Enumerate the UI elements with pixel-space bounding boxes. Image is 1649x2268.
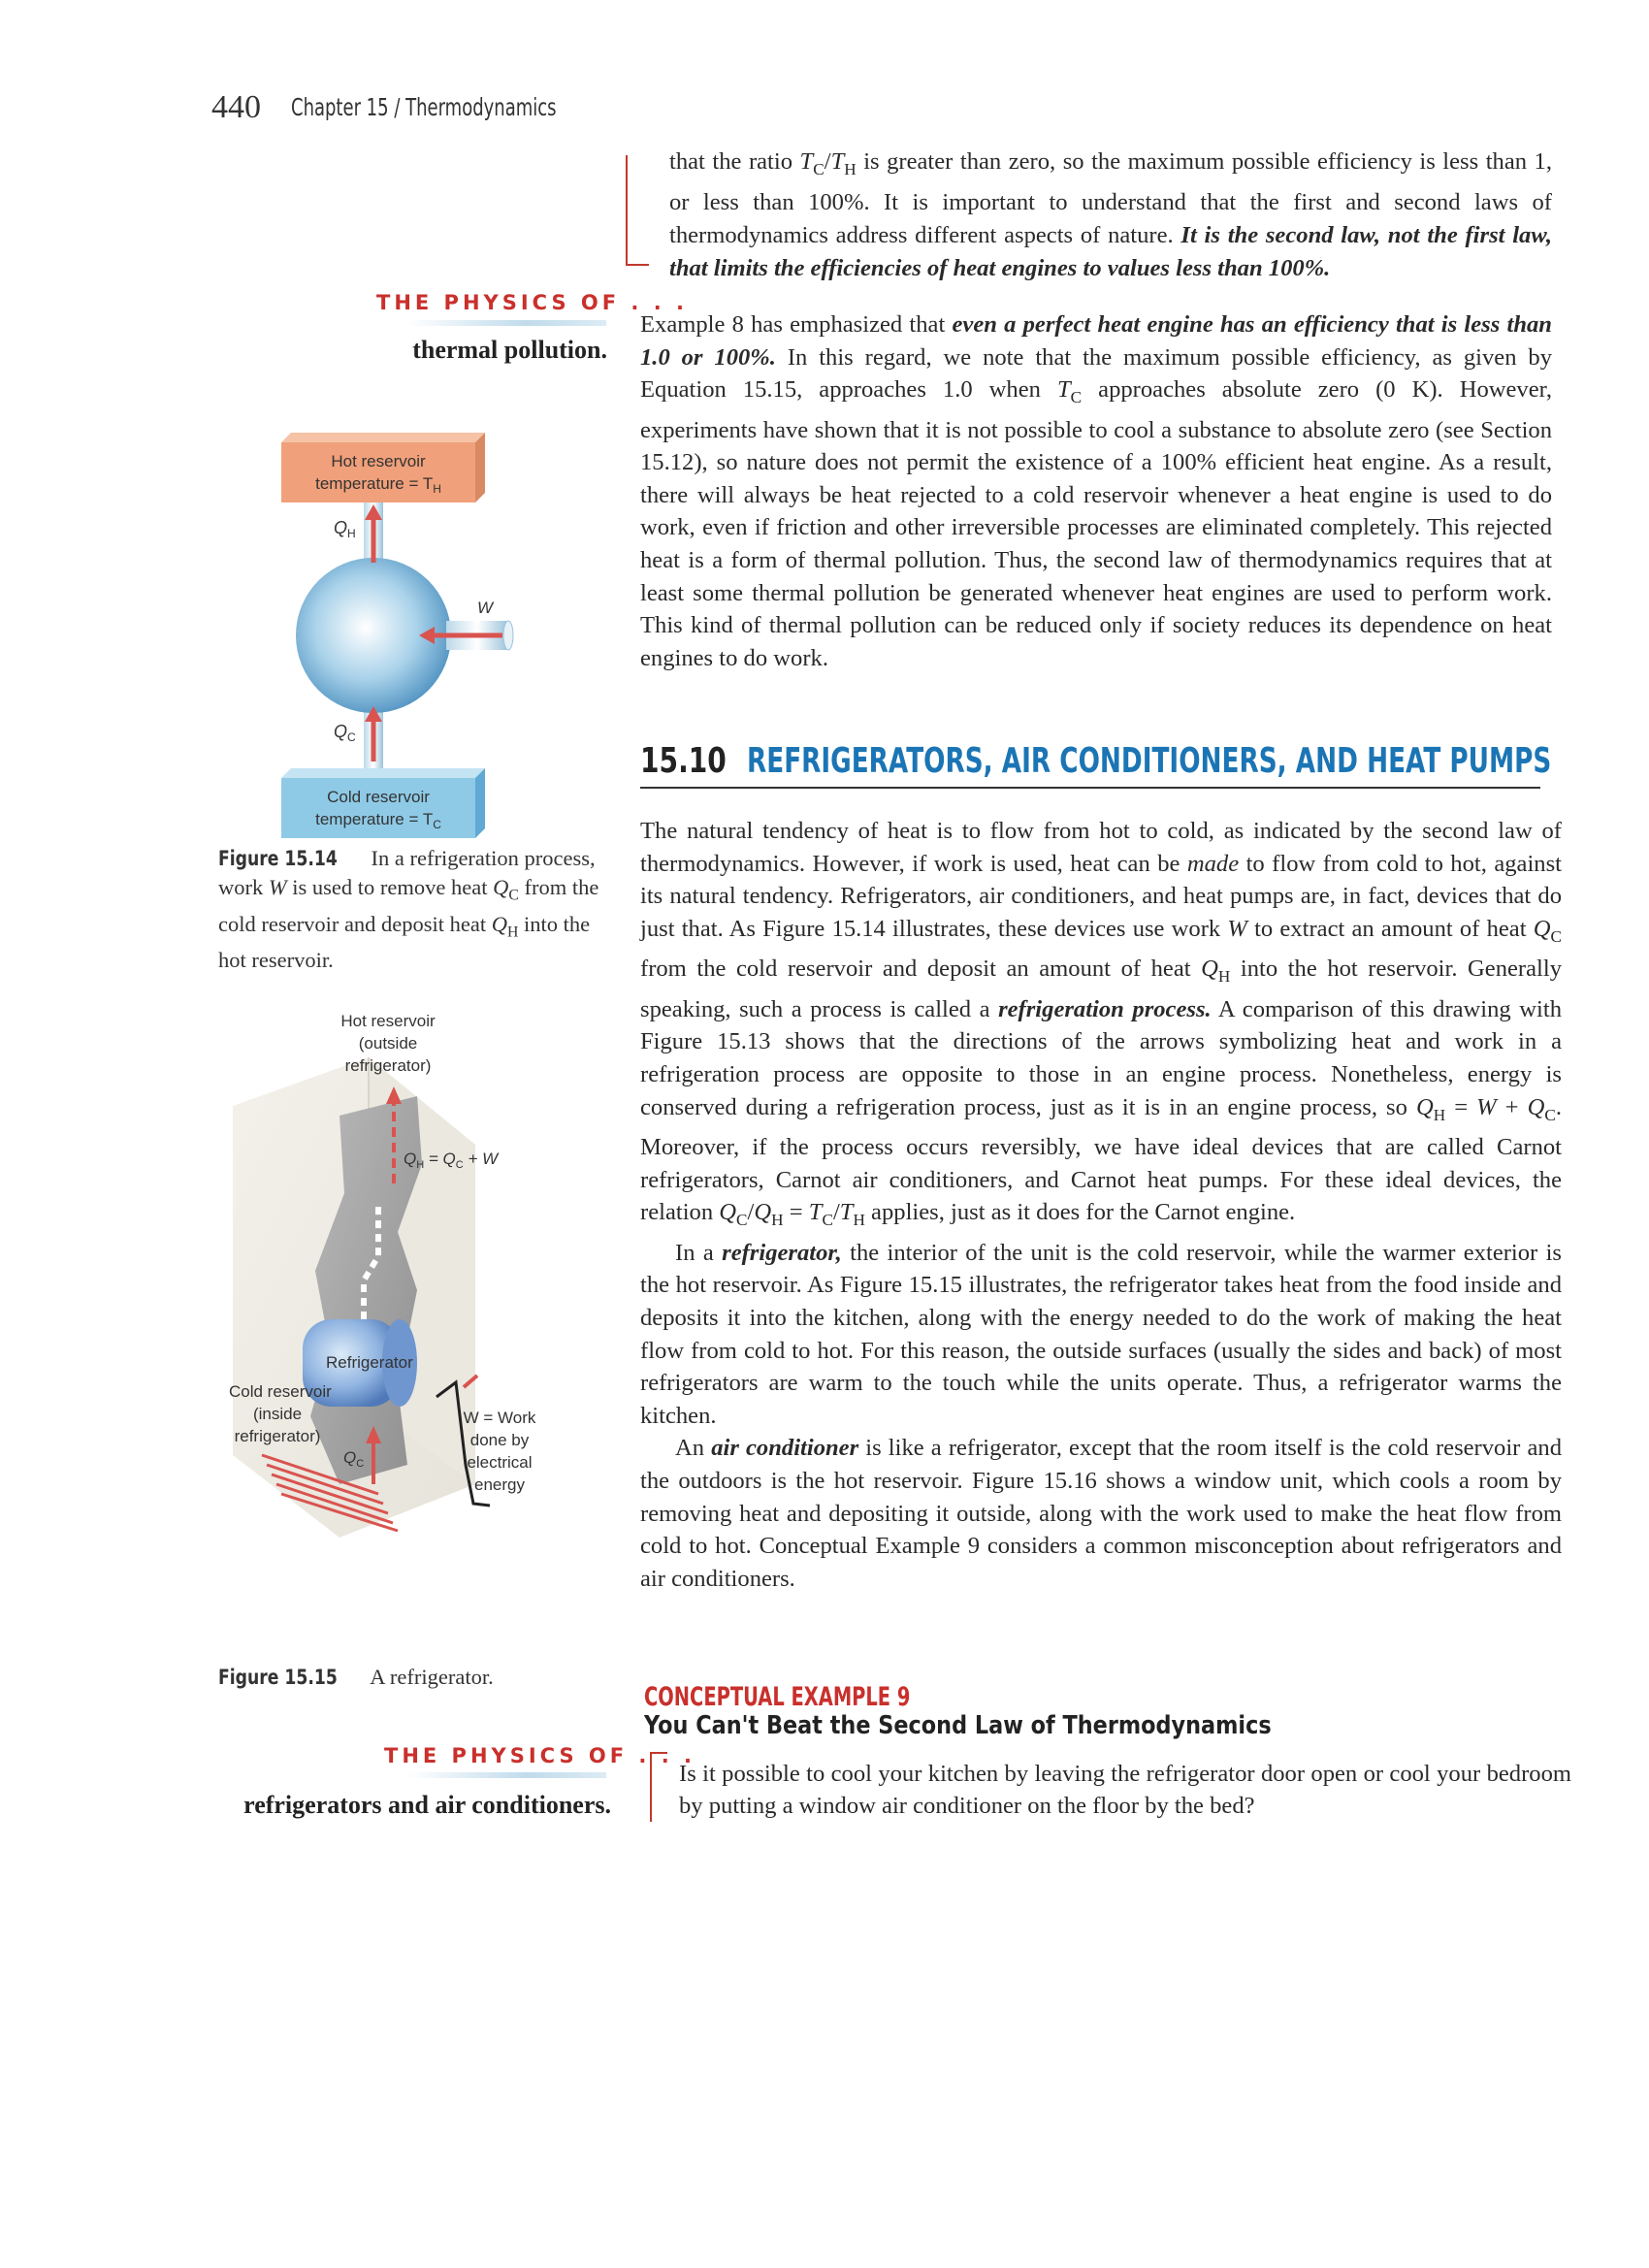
work-label: W: [477, 599, 494, 617]
cold-reservoir-box: [281, 768, 485, 838]
cold-reservoir-label: Cold reservoir: [327, 788, 430, 806]
work-label-15-line2: done by: [469, 1431, 530, 1449]
physics-of-band-2: [407, 1772, 606, 1778]
cold-reservoir-label-15-line3: refrigerator): [234, 1427, 321, 1445]
svg-text:QH: [334, 518, 356, 540]
hot-temp-subscript: H: [433, 482, 441, 496]
example8-paragraph: Example 8 has emphasized that even a perfect heat engine has an efficiency that is less than 1.0 or 100%. In this regard, we note that the maximum possible efficiency, as given by Equation 15.15, approaches 1.0 when $T_C$ approaches absolute zero (0 K). However, experiments have shown that it is not possible to cool a substance to absolute zero (see Section 15.12), so nature does not permit the existence of a 100% efficient heat engine. As a result, there will always be heat rejected to a cold reservoir whenever a heat engine is used to do work, even if friction and other irreversible processes are eliminated completely. This rejected heat is a form of thermal pollution. Thus, the second law of thermodynamics requires that at least some thermal pollution be generated whenever heat engines are used to perform work. This kind of thermal pollution can be reduced only if society reduces its dependence on heat engines to do work.: [640, 311, 1552, 671]
conceptual-example-label: CONCEPTUAL EXAMPLE 9: [644, 1682, 911, 1712]
hot-reservoir-box: [281, 433, 485, 502]
conceptual-example-question: Is it possible to cool your kitchen by leaving the refrigerator door open or cool your bedroom by putting a window air conditioner on the floor by the bed?: [679, 1761, 1571, 1819]
figure-15-14-diagram: [272, 427, 514, 844]
section-paragraph-3: An air conditioner is like a refrigerator, except that the room itself is the cold reservoir and the outdoors is the hot reservoir. Figure 15.16 shows a window unit, which cools a room by removing heat and depositing it outside, along with the work used to make the heat flow from cold to hot. Conceptual Example 9 considers a common misconception about refrigerators and air conditioners.: [640, 1435, 1562, 1592]
section-body: [640, 815, 1562, 1595]
question-bracket: [650, 1752, 667, 1822]
equation-q: Q: [404, 1150, 417, 1168]
work-label-15: W = Work: [463, 1409, 536, 1427]
svg-text:QC: [334, 722, 356, 744]
figure-15-14-caption-text: In a refrigeration process, work W is used to remove heat $Q_C$ from the cold reservoir and deposit heat $Q_H$ into the hot reservoir.: [218, 846, 599, 972]
hot-reservoir-label-15: Hot reservoir: [340, 1012, 436, 1030]
figure-15-15-caption: [218, 1663, 608, 1692]
cold-reservoir-label-15: Cold reservoir: [229, 1382, 332, 1401]
intro-paragraph: that the ratio $T_C/T_H$ is greater than zero, so the maximum possible efficiency is less than 1, or less than 100%. It is important to understand that the first and second laws of thermodynamics address different aspects of nature. It is the second law, not the first law, that limits the efficiencies of heat engines to values less than 100%.: [669, 148, 1552, 281]
qc-label-15: Q: [343, 1448, 357, 1467]
section-paragraph-2: In a refrigerator, the interior of the unit is the cold reservoir, while the warmer exterior is the hot reservoir. As Figure 15.15 illustrates, the refrigerator takes heat from the food inside and deposits it into the kitchen, along with the energy needed to do the work of making the heat flow from cold to hot. For this reason, the outside surfaces (usually the sides and back) of most refrigerators are warm to the touch while the units operate. Thus, a refrigerator warms the kitchen.: [640, 1239, 1563, 1429]
hot-reservoir-temp-label: temperature = T: [315, 474, 434, 493]
hot-reservoir-label: Hot reservoir: [331, 452, 426, 470]
conceptual-example-title: You Can't Beat the Second Law of Thermodynamics: [644, 1711, 1272, 1740]
margin-bracket: [626, 155, 649, 266]
work-label-15-line4: energy: [474, 1475, 525, 1494]
section-number: 15.10: [640, 741, 727, 781]
figure-15-15-caption-text: A refrigerator.: [365, 1665, 494, 1689]
qc-label: Q: [334, 722, 348, 741]
section-paragraph-1: The natural tendency of heat is to flow from hot to cold, as indicated by the second law of thermodynamics. However, if work is used, heat can be made to flow from cold to hot, against its natural tendency. Refrigerators, air conditioners, and heat pumps are, in fact, devices that do just that. As Figure 15.14 illustrates, these devices use work W to extract an amount of heat $Q_C$ from the cold reservoir and deposit an amount of heat $Q_H$ into the hot reservoir. Generally speaking, such a process is called a refrigeration process. A comparison of this drawing with Figure 15.13 shows that the directions of the arrows symbolizing heat and work in a refrigeration process are opposite to those in an engine process. Nonetheless, energy is conserved during a refrigeration process, just as it is in an engine process, so $Q_H = W + Q_C$. Moreover, if the process occurs reversibly, we have ideal devices that are called Carnot refrigerators, Carnot air conditioners, and Carnot heat pumps. For these ideal devices, the relation $Q_C/Q_H = T_C/T_H$ applies, just as it does for the Carnot engine.: [640, 818, 1563, 1230]
section-rule: [640, 787, 1540, 789]
svg-text:temperature = TC: [315, 810, 441, 831]
figure-15-15-diagram: [223, 999, 592, 1542]
cold-reservoir-label-15-line2: (inside: [252, 1405, 303, 1423]
cold-reservoir-temp-label: temperature = T: [315, 810, 434, 828]
equation-c-sub: C: [455, 1159, 464, 1171]
example8-paragraph-block: [640, 308, 1552, 674]
figure-15-14-caption: [218, 844, 608, 974]
cold-temp-subscript: C: [433, 818, 441, 831]
intro-paragraph-block: [669, 146, 1552, 285]
page-number: 440: [211, 89, 261, 125]
qh-label: Q: [334, 518, 348, 537]
figure-15-15-number: Figure 15.15: [218, 1666, 338, 1689]
physics-of-label: THE PHYSICS OF . . .: [376, 291, 688, 314]
hot-reservoir-label-15-line2: (outside: [358, 1034, 418, 1053]
qh-subscript: H: [347, 527, 356, 540]
hot-reservoir-label-15-line3: refrigerator): [344, 1056, 432, 1075]
conceptual-example-question-block: [679, 1758, 1571, 1822]
refrigerator-label: Refrigerator: [326, 1353, 413, 1372]
figure-15-14-number: Figure 15.14: [218, 847, 338, 870]
physics-of-topic: thermal pollution.: [412, 336, 607, 364]
equation-w: + W: [463, 1150, 499, 1168]
equation-h-sub: H: [416, 1159, 425, 1171]
chapter-title: Chapter 15 / Thermodynamics: [291, 93, 557, 121]
section-title: REFRIGERATORS, AIR CONDITIONERS, AND HEAT PUMPS: [747, 741, 1552, 781]
physics-of-band: [407, 320, 606, 326]
work-label-15-line3: electrical: [467, 1453, 533, 1472]
svg-text:temperature = TH: [315, 474, 441, 496]
equation-rest: = Q: [424, 1150, 456, 1168]
qc-subscript: C: [347, 730, 356, 744]
physics-of-label-2: THE PHYSICS OF . . .: [384, 1744, 695, 1767]
qc-sub-15: C: [356, 1458, 365, 1470]
physics-of-topic-2: refrigerators and air conditioners.: [243, 1791, 611, 1819]
